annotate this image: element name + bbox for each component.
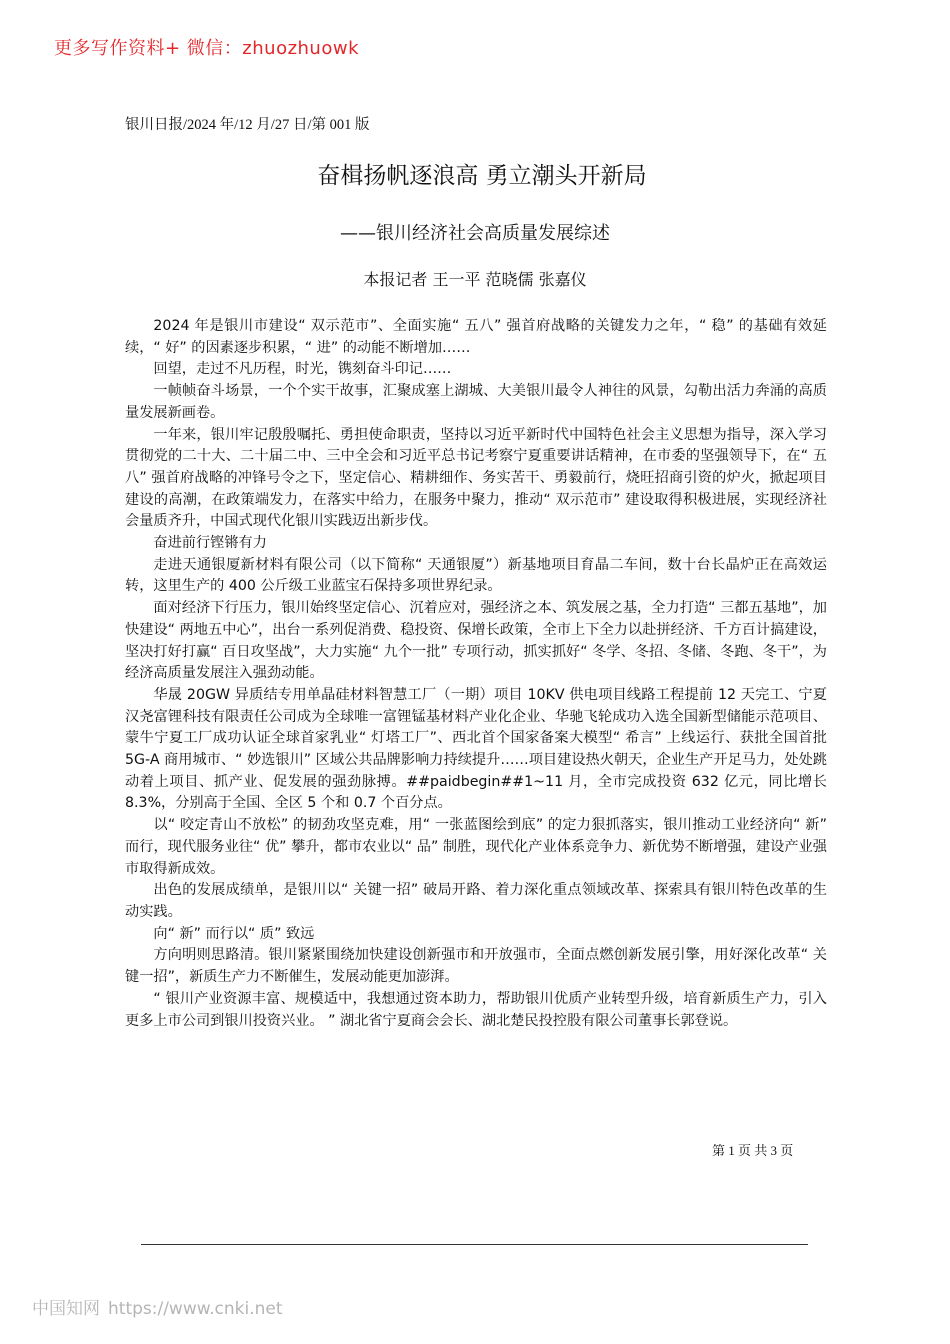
watermark-brand: 中国知网: [32, 1299, 100, 1319]
watermark-url: https://www.cnki.net: [108, 1299, 283, 1319]
page-number: 第 1 页 共 3 页: [712, 1143, 794, 1158]
watermark: [32, 1294, 282, 1319]
section-heading: 向“ 新” 而行以“ 质” 致远: [153, 925, 315, 942]
paragraph: 回望，走过不凡历程，时光，镌刻奋斗印记……: [153, 361, 452, 378]
section-heading: 奋进前行铿锵有力: [153, 535, 267, 552]
promo-banner: 更多写作资料+ 微信：zhuozhuowk: [54, 38, 360, 59]
footer-divider: [141, 1244, 808, 1245]
paragraph: 走进天通银厦新材料有限公司（以下简称“ 天通银厦”）新基地项目育晶二车间，数十台长晶炉正在高效运转，这里生产的 400 公斤级工业蓝宝石保持多项世界纪录。: [125, 556, 827, 595]
source-line: 银川日报/2024 年/12 月/27 日/第 001 版: [125, 117, 370, 133]
paragraph: 以“ 咬定青山不放松” 的韧劲攻坚克难，用“ 一张蓝图绘到底” 的定力狠抓落实，银川推动工业经济向“ 新” 而行，现代服务业往“ 优” 攀升，都市农业以“ 品” 制胜，现代化产业体系竞争力、新优势不断增强，建设产业强市取得新成效。: [125, 817, 827, 877]
article-headline: 奋楫扬帆逐浪高 勇立潮头开新局: [317, 163, 647, 189]
paragraph: “ 银川产业资源丰富、规模适中，我想通过资本助力，帮助银川优质产业转型升级，培育新质生产力，引入更多上市公司到银川投资兴业。 ” 湖北省宁夏商会会长、湖北楚民投控股有限公司董事长郭登说。: [125, 990, 827, 1029]
article-body: [125, 316, 827, 1032]
paragraph: 一年来，银川牢记殷殷嘱托、勇担使命职责，坚持以习近平新时代中国特色社会主义思想为指导，深入学习贯彻党的二十大、二十届二中、三中全会和习近平总书记考察宁夏重要讲话精神，在市委的坚强领导下，在“ 五八” 强首府战略的冲锋号令之下，坚定信心、精耕细作、务实苦干、勇毅前行，烧旺招商引资的炉火，掀起项目建设的高潮，在政策端发力，在落实中给力，在服务中聚力，推动“ 双示范市” 建设取得积极进展，实现经济社会量质齐升，中国式现代化银川实践迈出新步伐。: [125, 426, 827, 530]
paragraph: 面对经济下行压力，银川始终坚定信心、沉着应对，强经济之本、筑发展之基，全力打造“ 三都五基地”，加快建设“ 两地五中心”，出台一系列促消费、稳投资、保增长政策，全市上下全力以赴拼经济、千方百计搞建设，坚决打好打赢“ 百日攻坚战”，大力实施“ 九个一批” 专项行动，抓实抓好“ 冬学、冬招、冬储、冬跑、冬干”，为经济高质量发展注入强劲动能。: [125, 600, 827, 682]
paragraph: 出色的发展成绩单，是银川以“ 关键一招” 破局开路、着力深化重点领域改革、探索具有银川特色改革的生动实践。: [125, 882, 827, 920]
paragraph: 一帧帧奋斗场景，一个个实干故事，汇聚成塞上湖城、大美银川最令人神往的风景，勾勒出活力奔涌的高质量发展新画卷。: [125, 383, 827, 421]
paragraph: 华晟 20GW 异质结专用单晶硅材料智慧工厂（一期）项目 10KV 供电项目线路工程提前 12 天完工、宁夏汉尧富锂科技有限责任公司成为全球唯一富锂锰基材料产业化企业、华驰飞轮成功入选全国新型储能示范项目、蒙牛宁夏工厂成功认证全球首家乳业“ 灯塔工厂”、西北首个国家备案大模型“ 希言” 上线运行、获批全国首批 5G-A 商用城市、“ 妙选银川” 区域公共品牌影响力持续提升……项目建设热火朝天，企业生产开足马力，处处跳动着上项目、抓产业、促发展的强劲脉搏。##paidbegin##1~11 月，全市完成投资 632 亿元，同比增长 8.3%，分别高于全国、全区 5 个和 0.7 个百分点。: [125, 686, 827, 812]
paragraph: 2024 年是银川市建设“ 双示范市”、全面实施“ 五八” 强首府战略的关键发力之年，“ 稳” 的基础有效延续，“ 好” 的因素逐步积累，“ 进” 的动能不断增加……: [125, 318, 827, 356]
paragraph: 方向明则思路清。银川紧紧围绕加快建设创新强市和开放强市，全面点燃创新发展引擎，用好深化改革“ 关键一招”，新质生产力不断催生，发展动能更加澎湃。: [125, 947, 827, 986]
article-subtitle: ——银川经济社会高质量发展综述: [340, 223, 610, 244]
article-byline: 本报记者 王一平 范晓儒 张嘉仪: [363, 270, 587, 289]
